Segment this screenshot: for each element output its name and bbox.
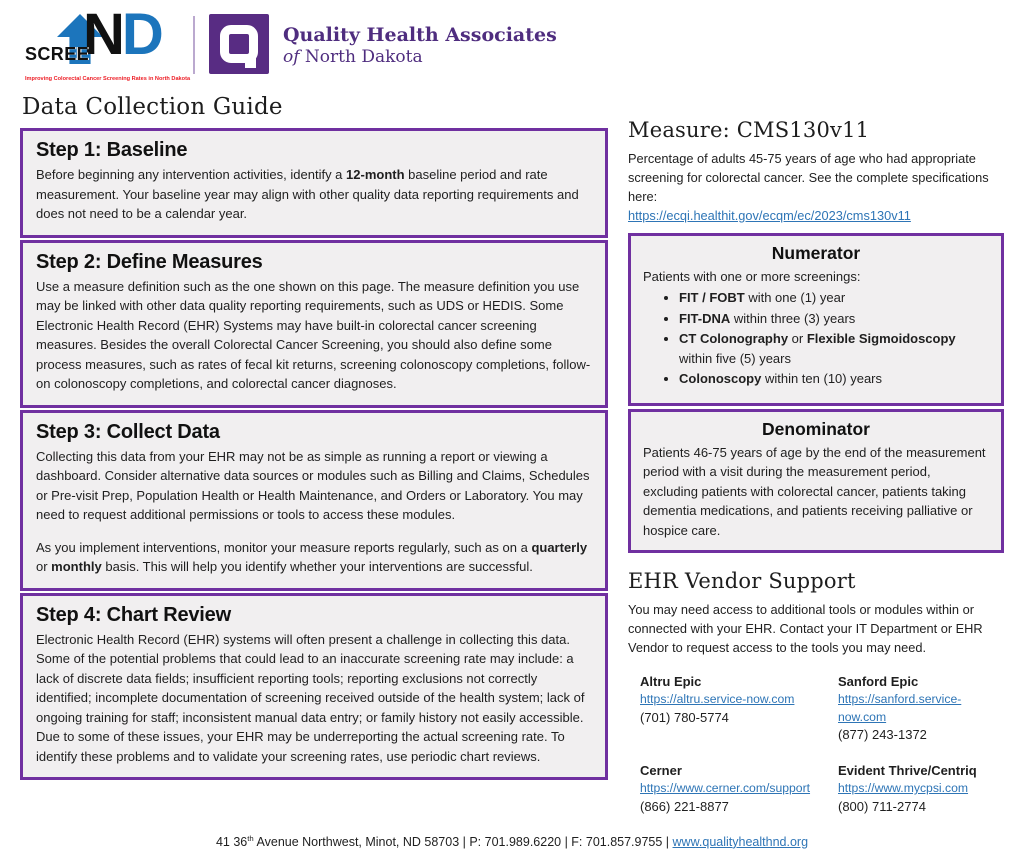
logo-divider: [193, 16, 195, 74]
vendor-phone: (800) 711-2774: [838, 798, 926, 814]
step-2-title: Step 2: Define Measures: [36, 250, 263, 273]
step-1-title: Step 1: Baseline: [36, 139, 188, 161]
vendor-cerner: [640, 762, 832, 817]
screend-tagline: Improving Colorectal Cancer Screening Rates in North Dakota: [25, 76, 191, 82]
step-4-paragraph: Electronic Health Record (EHR) systems will often present a challenge in collecting this data. Some of the potential problems that could lead to an inaccurate screening rate may include: a lack of discrete data fields; insufficient reporting tools; reporting exclusions not correctly identified; incomplete documentation of screening received outside of the health system; lack of ongoing training for staff; inconsistent manual data entry; or family history not easily accessible. Due to some of these issues, your EHR may be underreporting the actual screening rate. To identify these problems and to validate your screening rates, use periodic chart reviews.: [36, 631, 585, 764]
vendor-name: Sanford Epic: [838, 673, 919, 689]
qha-name: Quality Health Associates: [283, 23, 557, 46]
page-title: Data Collection Guide: [22, 94, 283, 120]
numerator-item: • FIT-DNA within three (3) years: [679, 309, 989, 329]
vendor-sanford-epic: [838, 673, 1004, 745]
numerator-item: • Colonoscopy within ten (10) years: [679, 369, 989, 389]
measure-title: Measure: CMS130v11: [628, 118, 870, 142]
numerator-item: • FIT / FOBT with one (1) year: [679, 288, 989, 308]
vendor-link[interactable]: https://sanford.service-now.com: [838, 691, 962, 724]
vendor-evident-thrive-centriq: [838, 762, 1004, 817]
footer-address: 41 36th Avenue Northwest, Minot, ND 58703 | P: 701.989.6220 | F: 701.857.9755 |: [215, 833, 673, 849]
vendor-link[interactable]: https://www.mycpsi.com: [838, 781, 969, 796]
step-4-title: Step 4: Chart Review: [36, 603, 231, 626]
step-3-paragraph-1: Collecting this data from your EHR may not be as simple as running a report or viewing a dashboard. Consider alternative data sources or modules such as Billing and Claims, Schedules or Pre-visit Prep, Population Health or Health Maintenance, and Orders or Laboratory. You may need to request additional permissions or tools to access these modules.: [36, 448, 590, 522]
measure-spec-link[interactable]: https://ecqi.healthit.gov/ecqm/ec/2023/cms130v11: [628, 207, 911, 223]
vendor-name: Cerner: [640, 763, 682, 779]
main-content: [0, 92, 1024, 817]
vendor-phone: (701) 780-5774: [640, 709, 729, 725]
denominator-box: [628, 409, 1004, 554]
step-2-box: [20, 240, 608, 408]
vendor-phone: (877) 243-1372: [838, 727, 927, 743]
numerator-title: Numerator: [771, 242, 861, 263]
vendor-grid: [640, 673, 1004, 817]
denominator-title: Denominator: [762, 418, 870, 439]
header: [0, 0, 1024, 92]
screend-n: N: [83, 2, 122, 67]
numerator-list: [643, 288, 989, 389]
numerator-box: [628, 233, 1004, 406]
step-1-paragraph: Before beginning any intervention activities, identify a 12-month baseline period and rate measurement. Your baseline year may align with other quality data reporting requirements and does not need to be a calendar year.: [36, 167, 579, 221]
qha-subname: of North Dakota: [283, 46, 423, 67]
ehr-vendor-support-intro: You may need access to additional tools or modules within or connected with your EHR. Contact your IT Department or EHR Vendor to request access to the tools you may need.: [628, 602, 983, 656]
screend-scree-text: SCREE: [25, 44, 90, 64]
footer-website-link[interactable]: www.qualityhealthnd.org: [672, 834, 809, 849]
step-1-box: [20, 128, 608, 238]
vendor-name: Evident Thrive/Centriq: [838, 763, 977, 779]
step-4-box: [20, 593, 608, 781]
qha-logo: [209, 14, 557, 74]
qha-q-icon: [209, 14, 269, 74]
vendor-altru-epic: [640, 673, 832, 745]
vendor-link[interactable]: https://www.cerner.com/support: [640, 781, 811, 796]
step-3-box: [20, 410, 608, 591]
screend-logo: [25, 2, 191, 82]
step-3-paragraph-2: As you implement interventions, monitor your measure reports regularly, such as on a quarterly or monthly basis. This will help you identify whether your interventions are successful.: [36, 539, 588, 574]
step-2-paragraph: Use a measure definition such as the one shown on this page. The measure definition you use may be linked with other data quality reporting requirements, such as UDS or HEDIS. Some Electronic Health Record (EHR) Systems may have built-in colorectal cancer screening measures. Besides the overall Colorectal Cancer Screening, you should also define some process measures, such as rates of fecal kit returns, screening colonoscopy completions, follow-on colonoscopy completions, and colorectal cancer diagnoses.: [36, 278, 591, 391]
step-3-title: Step 3: Collect Data: [36, 420, 220, 443]
qha-wordmark: [283, 21, 557, 67]
numerator-item: • CT Colonography or Flexible Sigmoidoscopy within five (5) years: [679, 329, 989, 368]
vendor-phone: (866) 221-8877: [640, 798, 729, 814]
measure-description: Percentage of adults 45-75 years of age who had appropriate screening for colorectal cancer. See the complete specifications here:: [628, 151, 989, 205]
numerator-intro: Patients with one or more screenings:: [643, 268, 861, 284]
footer: [0, 834, 1024, 849]
vendor-link[interactable]: https://altru.service-now.com: [640, 691, 795, 706]
screend-d: D: [121, 2, 161, 67]
vendor-name: Altru Epic: [640, 673, 702, 689]
right-column: [628, 92, 1004, 817]
screend-nd-text: [83, 2, 161, 67]
ehr-vendor-support-title: EHR Vendor Support: [628, 569, 856, 594]
left-column: [20, 92, 608, 817]
denominator-text: Patients 46-75 years of age by the end of the measurement period with a visit during the measurement period, excluding patients with colorectal cancer, patients taking dementia medications, and patients receiving palliative or hospice care.: [643, 444, 986, 538]
